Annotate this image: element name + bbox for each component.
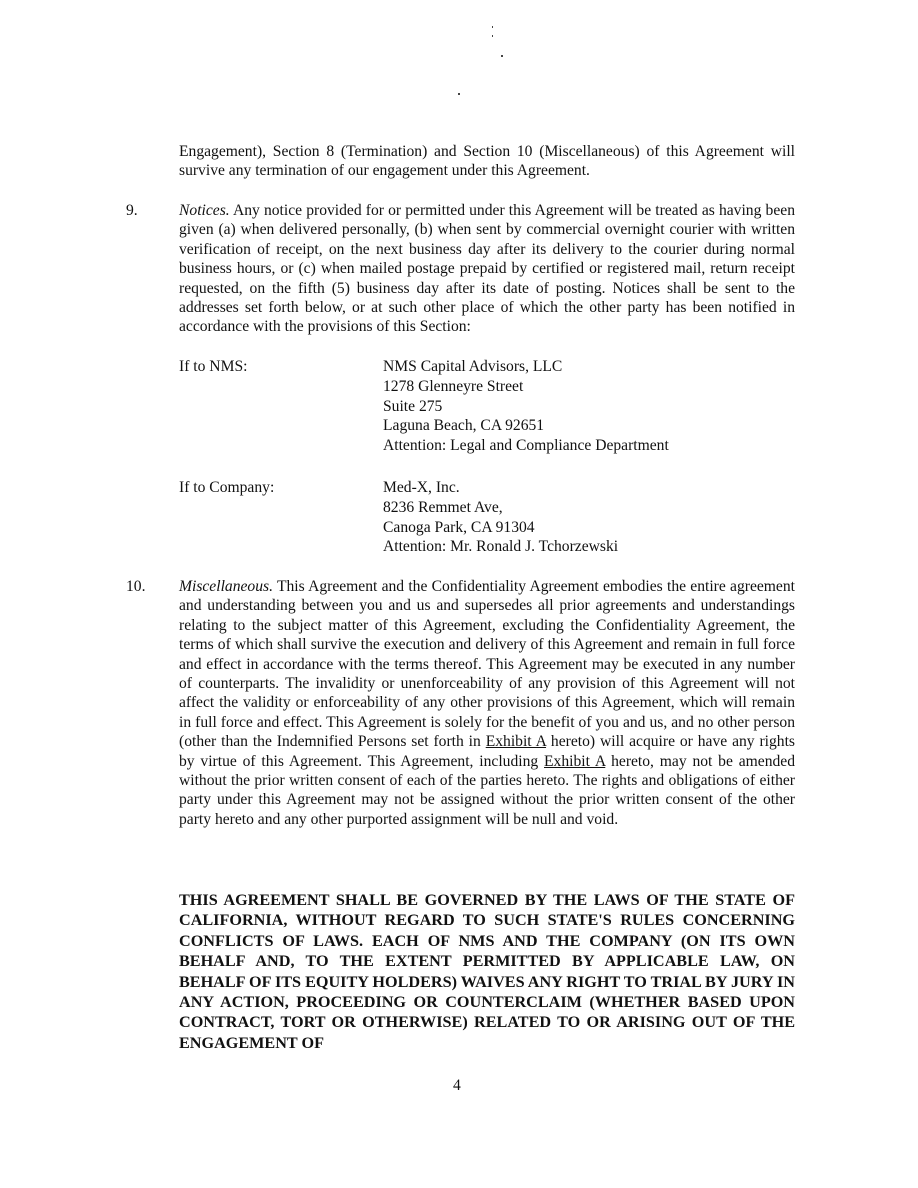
nms-address-label: If to NMS:: [179, 358, 248, 375]
company-address-block: [383, 478, 618, 557]
governing-law-paragraph: THIS AGREEMENT SHALL BE GOVERNED BY THE LAWS OF THE STATE OF CALIFORNIA, WITHOUT REGARD TO SUCH STATE'S RULES CONCERNING CONFLICTS OF LAWS. EACH OF NMS AND THE COMPANY (ON ITS OWN BEHALF AND, TO THE EXTENT PERMITTED BY APPLICABLE LAW, ON BEHALF OF ITS EQUITY HOLDERS) WAIVES ANY RIGHT TO TRIAL BY JURY IN ANY ACTION, PROCEEDING OR COUNTERCLAIM (WHETHER BASED UPON CONTRACT, TORT OR OTHERWISE) RELATED TO OR ARISING OUT OF THE ENGAGEMENT OF: [179, 891, 795, 1052]
page-number: 4: [453, 1077, 461, 1094]
exhibit-a-reference: Exhibit A: [544, 752, 606, 770]
company-address-line: Attention: Mr. Ronald J. Tchorzewski: [383, 538, 619, 556]
nms-address-line: Suite 275: [383, 397, 443, 415]
company-address-line: Med-X, Inc.: [383, 479, 460, 496]
exhibit-a-reference: Exhibit A: [485, 733, 547, 751]
section-9-paragraph: [179, 201, 795, 337]
nms-address-line: Attention: Legal and Compliance Department: [383, 437, 669, 455]
scan-speck: [501, 55, 503, 57]
section-9-body: Any notice provided for or permitted under this Agreement will be treated as having been given (a) when delivered personally, (b) when sent by commercial overnight courier with written verification of receipt, on the next business day after its delivery to the courier during normal business hours, or (c) when mailed postage prepaid by certified or registered mail, return receipt requested, on the fifth (5) business day after its date of posting. Notices shall be sent to the addresses set forth below, or at such other place of which the other party has been notified in accordance with the provisions of this Section:: [179, 202, 795, 336]
section-10-heading: Miscellaneous.: [179, 578, 273, 595]
section-10-body-part2: hereto) will acquire or have any rights by virtue of this Agreement. This Agreement, including: [179, 733, 795, 770]
company-address-line: 8236 Remmet Ave,: [383, 498, 503, 516]
nms-address-line: 1278 Glenneyre Street: [383, 377, 524, 395]
scan-speck: [492, 26, 493, 28]
company-address-label: If to Company:: [179, 479, 275, 496]
section-10-paragraph: [179, 577, 795, 829]
section-9-number: 9.: [126, 202, 138, 219]
scan-speck: [458, 93, 460, 95]
section-10-body-part3: hereto, may not be amended without the prior written consent of each of the parties hereto. The rights and obligations of either party under this Agreement may not be assigned without the prior written consent of the other party hereto and any other purported assignment will be null and void.: [179, 752, 796, 828]
section-10-spaced-text: This Agreement and the Confidentiality Agreement: [276, 578, 599, 595]
section-10-number: 10.: [126, 578, 146, 595]
nms-address-block: [383, 357, 669, 456]
continuation-paragraph: Engagement), Section 8 (Termination) and Section 10 (Miscellaneous) of this Agreement will survive any termination of our engagement under this Agreement.: [179, 143, 795, 180]
section-10-body-part1: embodies the entire agreement and understanding between you and us and supersedes all prior agreements and understandings relating to the subject matter of this Agreement, excluding the Confidentiality Agreement, the terms of which shall survive the execution and delivery of this Agreement and remain in full force and effect in accordance with the terms thereof. This Agreement may be executed in any number of counterparts. The invalidity or unenforceability of any provision of this Agreement will not affect the validity or enforceability of any other provisions of this Agreement, which will remain in full force and effect. This Agreement is solely for the benefit of you and us, and no other person (other than the Indemnified Persons set forth in: [179, 578, 795, 751]
scan-speck: [492, 35, 493, 37]
nms-address-line: Laguna Beach, CA 92651: [383, 417, 545, 435]
nms-address-line: NMS Capital Advisors, LLC: [383, 358, 563, 375]
section-9-heading: Notices.: [179, 202, 230, 219]
company-address-line: Canoga Park, CA 91304: [383, 518, 535, 536]
